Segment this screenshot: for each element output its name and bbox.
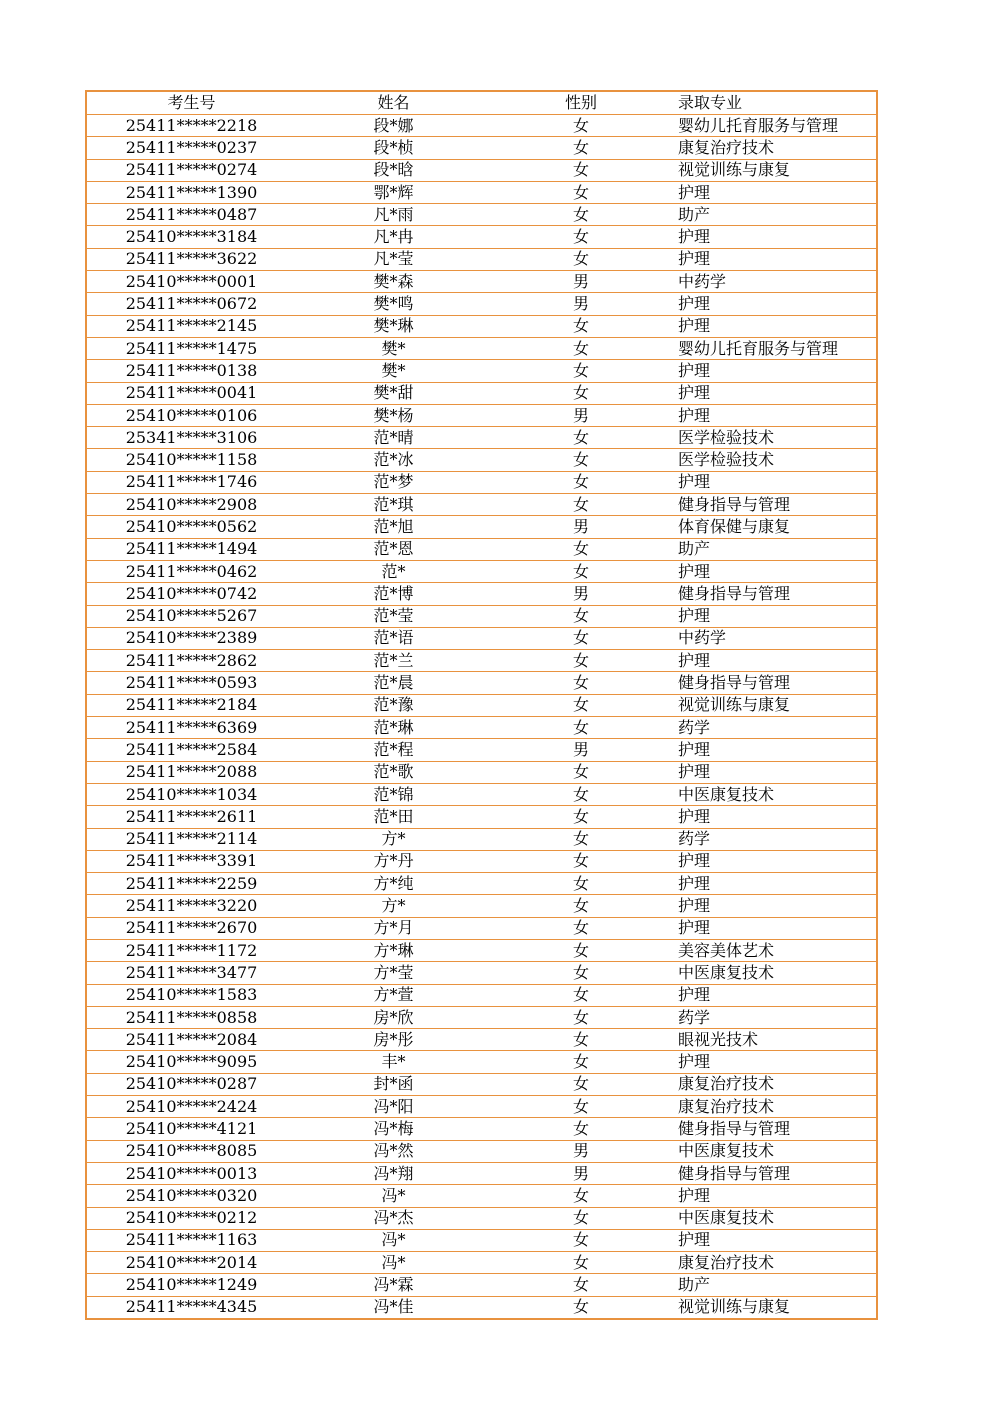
table-row	[86, 1029, 877, 1051]
exam-id-cell: 25411*****0487	[86, 204, 296, 226]
major-cell: 护理	[671, 404, 877, 426]
major-cell: 中医康复技术	[671, 783, 877, 805]
name-cell: 凡*冉	[296, 226, 491, 248]
major-cell: 中医康复技术	[671, 1207, 877, 1229]
table-row	[86, 137, 877, 159]
major-cell: 药学	[671, 828, 877, 850]
table-row	[86, 939, 877, 961]
exam-id-cell: 25411*****0041	[86, 382, 296, 404]
major-cell: 中医康复技术	[671, 1140, 877, 1162]
major-cell: 婴幼儿托育服务与管理	[671, 115, 877, 137]
gender-cell: 男	[491, 404, 671, 426]
exam-id-cell: 25411*****0593	[86, 672, 296, 694]
exam-id-cell: 25411*****2114	[86, 828, 296, 850]
name-cell: 范*梦	[296, 471, 491, 493]
name-cell: 范*语	[296, 627, 491, 649]
header-row	[86, 91, 877, 115]
table-row	[86, 181, 877, 203]
gender-cell: 女	[491, 850, 671, 872]
major-cell: 护理	[671, 293, 877, 315]
name-cell: 樊*	[296, 360, 491, 382]
table-row	[86, 873, 877, 895]
major-cell: 护理	[671, 895, 877, 917]
exam-id-cell: 25411*****2584	[86, 739, 296, 761]
exam-id-cell: 25411*****2259	[86, 873, 296, 895]
name-cell: 范*博	[296, 583, 491, 605]
gender-cell: 女	[491, 1252, 671, 1274]
gender-cell: 女	[491, 449, 671, 471]
table-row	[86, 293, 877, 315]
exam-id-cell: 25411*****1746	[86, 471, 296, 493]
gender-cell: 女	[491, 1296, 671, 1319]
major-cell: 护理	[671, 850, 877, 872]
major-cell: 护理	[671, 917, 877, 939]
name-cell: 房*欣	[296, 1006, 491, 1028]
name-cell: 范*兰	[296, 650, 491, 672]
gender-cell: 女	[491, 181, 671, 203]
gender-cell: 女	[491, 471, 671, 493]
major-cell: 护理	[671, 806, 877, 828]
table-row	[86, 783, 877, 805]
gender-cell: 女	[491, 605, 671, 627]
gender-cell: 男	[491, 516, 671, 538]
gender-cell: 女	[491, 159, 671, 181]
table-row	[86, 694, 877, 716]
exam-id-cell: 25411*****3391	[86, 850, 296, 872]
exam-id-cell: 25411*****2088	[86, 761, 296, 783]
gender-cell: 女	[491, 360, 671, 382]
exam-id-cell: 25411*****0462	[86, 560, 296, 582]
exam-id-cell: 25411*****6369	[86, 717, 296, 739]
major-cell: 康复治疗技术	[671, 137, 877, 159]
gender-cell: 女	[491, 315, 671, 337]
table-row	[86, 1252, 877, 1274]
table-row	[86, 1006, 877, 1028]
major-cell: 助产	[671, 1274, 877, 1296]
header-name: 姓名	[377, 93, 410, 112]
table-row	[86, 1229, 877, 1251]
major-cell: 护理	[671, 382, 877, 404]
gender-cell: 女	[491, 627, 671, 649]
table-row	[86, 226, 877, 248]
name-cell: 范*晴	[296, 427, 491, 449]
major-cell: 中药学	[671, 271, 877, 293]
major-cell: 护理	[671, 360, 877, 382]
table-row	[86, 1185, 877, 1207]
exam-id-cell: 25410*****0212	[86, 1207, 296, 1229]
exam-id-cell: 25410*****0287	[86, 1073, 296, 1095]
table-body	[86, 115, 877, 1320]
major-cell: 护理	[671, 984, 877, 1006]
gender-cell: 女	[491, 650, 671, 672]
exam-id-cell: 25411*****2611	[86, 806, 296, 828]
table-row	[86, 204, 877, 226]
exam-id-cell: 25410*****3184	[86, 226, 296, 248]
table-row	[86, 850, 877, 872]
gender-cell: 女	[491, 1118, 671, 1140]
name-cell: 封*函	[296, 1073, 491, 1095]
gender-cell: 女	[491, 226, 671, 248]
name-cell: 范*	[296, 560, 491, 582]
table-row	[86, 1162, 877, 1184]
table-row	[86, 672, 877, 694]
gender-cell: 女	[491, 761, 671, 783]
major-cell: 中医康复技术	[671, 962, 877, 984]
exam-id-cell: 25410*****1158	[86, 449, 296, 471]
name-cell: 鄂*辉	[296, 181, 491, 203]
name-cell: 方*萱	[296, 984, 491, 1006]
exam-id-cell: 25411*****3477	[86, 962, 296, 984]
major-cell: 医学检验技术	[671, 427, 877, 449]
name-cell: 方*	[296, 895, 491, 917]
gender-cell: 女	[491, 494, 671, 516]
table-header	[86, 91, 877, 115]
exam-id-cell: 25411*****2184	[86, 694, 296, 716]
name-cell: 范*莹	[296, 605, 491, 627]
table-row	[86, 717, 877, 739]
exam-id-cell: 25411*****0672	[86, 293, 296, 315]
major-cell: 健身指导与管理	[671, 1118, 877, 1140]
table-row	[86, 984, 877, 1006]
table-row	[86, 471, 877, 493]
table-row	[86, 1207, 877, 1229]
table-row	[86, 1051, 877, 1073]
gender-cell: 男	[491, 583, 671, 605]
table-row	[86, 115, 877, 137]
gender-cell: 女	[491, 538, 671, 560]
name-cell: 范*锦	[296, 783, 491, 805]
name-cell: 方*纯	[296, 873, 491, 895]
exam-id-cell: 25410*****0562	[86, 516, 296, 538]
gender-cell: 男	[491, 271, 671, 293]
table-row	[86, 382, 877, 404]
exam-id-cell: 25410*****4121	[86, 1118, 296, 1140]
gender-cell: 女	[491, 873, 671, 895]
name-cell: 樊*甜	[296, 382, 491, 404]
exam-id-cell: 25410*****0001	[86, 271, 296, 293]
table-row	[86, 516, 877, 538]
name-cell: 冯*佳	[296, 1296, 491, 1319]
table-row	[86, 248, 877, 270]
gender-cell: 女	[491, 337, 671, 359]
name-cell: 丰*	[296, 1051, 491, 1073]
table-row	[86, 1140, 877, 1162]
table-row	[86, 271, 877, 293]
table-row	[86, 494, 877, 516]
name-cell: 樊*森	[296, 271, 491, 293]
major-cell: 护理	[671, 739, 877, 761]
exam-id-cell: 25410*****2424	[86, 1096, 296, 1118]
name-cell: 范*冰	[296, 449, 491, 471]
table-row	[86, 337, 877, 359]
name-cell: 樊*鸣	[296, 293, 491, 315]
name-cell: 冯*梅	[296, 1118, 491, 1140]
header-exam-id: 考生号	[167, 93, 216, 112]
name-cell: 范*琪	[296, 494, 491, 516]
table-row	[86, 739, 877, 761]
major-cell: 护理	[671, 1185, 877, 1207]
exam-id-cell: 25411*****2145	[86, 315, 296, 337]
major-cell: 健身指导与管理	[671, 672, 877, 694]
exam-id-cell: 25411*****1475	[86, 337, 296, 359]
table-row	[86, 560, 877, 582]
exam-id-cell: 25410*****5267	[86, 605, 296, 627]
name-cell: 范*旭	[296, 516, 491, 538]
gender-cell: 女	[491, 694, 671, 716]
table-row	[86, 360, 877, 382]
exam-id-cell: 25410*****2014	[86, 1252, 296, 1274]
table-row	[86, 404, 877, 426]
exam-id-cell: 25410*****0320	[86, 1185, 296, 1207]
major-cell: 护理	[671, 248, 877, 270]
name-cell: 范*晨	[296, 672, 491, 694]
major-cell: 护理	[671, 761, 877, 783]
major-cell: 视觉训练与康复	[671, 694, 877, 716]
name-cell: 范*田	[296, 806, 491, 828]
table-row	[86, 895, 877, 917]
major-cell: 视觉训练与康复	[671, 1296, 877, 1319]
table-row	[86, 449, 877, 471]
table-row	[86, 650, 877, 672]
exam-id-cell: 25411*****1390	[86, 181, 296, 203]
table-row	[86, 427, 877, 449]
gender-cell: 女	[491, 717, 671, 739]
exam-id-cell: 25411*****1494	[86, 538, 296, 560]
gender-cell: 女	[491, 828, 671, 850]
table-row	[86, 159, 877, 181]
gender-cell: 女	[491, 962, 671, 984]
exam-id-cell: 25411*****2218	[86, 115, 296, 137]
major-cell: 婴幼儿托育服务与管理	[671, 337, 877, 359]
table-row	[86, 1274, 877, 1296]
gender-cell: 男	[491, 739, 671, 761]
exam-id-cell: 25410*****1583	[86, 984, 296, 1006]
name-cell: 范*歌	[296, 761, 491, 783]
table-row	[86, 1096, 877, 1118]
name-cell: 冯*然	[296, 1140, 491, 1162]
gender-cell: 女	[491, 1229, 671, 1251]
major-cell: 助产	[671, 204, 877, 226]
major-cell: 护理	[671, 181, 877, 203]
major-cell: 健身指导与管理	[671, 494, 877, 516]
table-row	[86, 1118, 877, 1140]
exam-id-cell: 25411*****2670	[86, 917, 296, 939]
exam-id-cell: 25411*****0274	[86, 159, 296, 181]
table-row	[86, 828, 877, 850]
exam-id-cell: 25411*****1163	[86, 1229, 296, 1251]
name-cell: 段*桢	[296, 137, 491, 159]
exam-id-cell: 25410*****1034	[86, 783, 296, 805]
table-row	[86, 962, 877, 984]
gender-cell: 女	[491, 1207, 671, 1229]
exam-id-cell: 25411*****1172	[86, 939, 296, 961]
name-cell: 段*晗	[296, 159, 491, 181]
name-cell: 范*豫	[296, 694, 491, 716]
gender-cell: 女	[491, 895, 671, 917]
name-cell: 冯*杰	[296, 1207, 491, 1229]
exam-id-cell: 25410*****0013	[86, 1162, 296, 1184]
gender-cell: 男	[491, 293, 671, 315]
exam-id-cell: 25411*****0858	[86, 1006, 296, 1028]
gender-cell: 女	[491, 248, 671, 270]
gender-cell: 女	[491, 1051, 671, 1073]
exam-id-cell: 25410*****0106	[86, 404, 296, 426]
name-cell: 范*琳	[296, 717, 491, 739]
exam-id-cell: 25341*****3106	[86, 427, 296, 449]
major-cell: 护理	[671, 560, 877, 582]
major-cell: 医学检验技术	[671, 449, 877, 471]
admission-list-sheet	[85, 90, 876, 1320]
table-row	[86, 761, 877, 783]
name-cell: 凡*莹	[296, 248, 491, 270]
exam-id-cell: 25410*****2389	[86, 627, 296, 649]
name-cell: 冯*阳	[296, 1096, 491, 1118]
gender-cell: 女	[491, 382, 671, 404]
table-row	[86, 605, 877, 627]
major-cell: 助产	[671, 538, 877, 560]
major-cell: 康复治疗技术	[671, 1096, 877, 1118]
gender-cell: 女	[491, 672, 671, 694]
major-cell: 健身指导与管理	[671, 1162, 877, 1184]
name-cell: 冯*翔	[296, 1162, 491, 1184]
table-row	[86, 1073, 877, 1095]
name-cell: 范*恩	[296, 538, 491, 560]
gender-cell: 女	[491, 984, 671, 1006]
gender-cell: 女	[491, 1274, 671, 1296]
major-cell: 康复治疗技术	[671, 1252, 877, 1274]
gender-cell: 女	[491, 1185, 671, 1207]
gender-cell: 女	[491, 560, 671, 582]
table-row	[86, 917, 877, 939]
name-cell: 段*娜	[296, 115, 491, 137]
exam-id-cell: 25411*****3220	[86, 895, 296, 917]
major-cell: 中药学	[671, 627, 877, 649]
header-gender: 性别	[564, 93, 597, 112]
table-row	[86, 315, 877, 337]
gender-cell: 女	[491, 137, 671, 159]
header-major: 录取专业	[678, 93, 743, 112]
exam-id-cell: 25411*****0138	[86, 360, 296, 382]
gender-cell: 女	[491, 783, 671, 805]
major-cell: 体育保健与康复	[671, 516, 877, 538]
gender-cell: 女	[491, 1029, 671, 1051]
major-cell: 护理	[671, 471, 877, 493]
admission-table	[85, 90, 878, 1320]
major-cell: 药学	[671, 717, 877, 739]
exam-id-cell: 25411*****3622	[86, 248, 296, 270]
exam-id-cell: 25410*****1249	[86, 1274, 296, 1296]
major-cell: 护理	[671, 226, 877, 248]
major-cell: 护理	[671, 650, 877, 672]
major-cell: 眼视光技术	[671, 1029, 877, 1051]
name-cell: 房*彤	[296, 1029, 491, 1051]
name-cell: 冯*	[296, 1185, 491, 1207]
table-row	[86, 627, 877, 649]
exam-id-cell: 25410*****9095	[86, 1051, 296, 1073]
name-cell: 方*琳	[296, 939, 491, 961]
exam-id-cell: 25410*****2908	[86, 494, 296, 516]
name-cell: 凡*雨	[296, 204, 491, 226]
name-cell: 方*莹	[296, 962, 491, 984]
gender-cell: 女	[491, 115, 671, 137]
major-cell: 护理	[671, 315, 877, 337]
gender-cell: 男	[491, 1140, 671, 1162]
major-cell: 药学	[671, 1006, 877, 1028]
exam-id-cell: 25411*****4345	[86, 1296, 296, 1319]
table-row	[86, 1296, 877, 1319]
gender-cell: 女	[491, 1006, 671, 1028]
name-cell: 冯*	[296, 1252, 491, 1274]
name-cell: 方*丹	[296, 850, 491, 872]
gender-cell: 男	[491, 1162, 671, 1184]
name-cell: 范*程	[296, 739, 491, 761]
name-cell: 樊*杨	[296, 404, 491, 426]
major-cell: 视觉训练与康复	[671, 159, 877, 181]
exam-id-cell: 25411*****2862	[86, 650, 296, 672]
name-cell: 方*	[296, 828, 491, 850]
gender-cell: 女	[491, 427, 671, 449]
table-row	[86, 806, 877, 828]
major-cell: 护理	[671, 1051, 877, 1073]
gender-cell: 女	[491, 1096, 671, 1118]
gender-cell: 女	[491, 939, 671, 961]
name-cell: 冯*	[296, 1229, 491, 1251]
major-cell: 康复治疗技术	[671, 1073, 877, 1095]
table-row	[86, 538, 877, 560]
exam-id-cell: 25410*****8085	[86, 1140, 296, 1162]
exam-id-cell: 25410*****0742	[86, 583, 296, 605]
name-cell: 冯*霖	[296, 1274, 491, 1296]
major-cell: 健身指导与管理	[671, 583, 877, 605]
name-cell: 樊*琳	[296, 315, 491, 337]
gender-cell: 女	[491, 806, 671, 828]
major-cell: 护理	[671, 1229, 877, 1251]
major-cell: 护理	[671, 605, 877, 627]
major-cell: 美容美体艺术	[671, 939, 877, 961]
major-cell: 护理	[671, 873, 877, 895]
table-row	[86, 583, 877, 605]
gender-cell: 女	[491, 204, 671, 226]
exam-id-cell: 25411*****2084	[86, 1029, 296, 1051]
name-cell: 方*月	[296, 917, 491, 939]
name-cell: 樊*	[296, 337, 491, 359]
exam-id-cell: 25411*****0237	[86, 137, 296, 159]
gender-cell: 女	[491, 1073, 671, 1095]
gender-cell: 女	[491, 917, 671, 939]
